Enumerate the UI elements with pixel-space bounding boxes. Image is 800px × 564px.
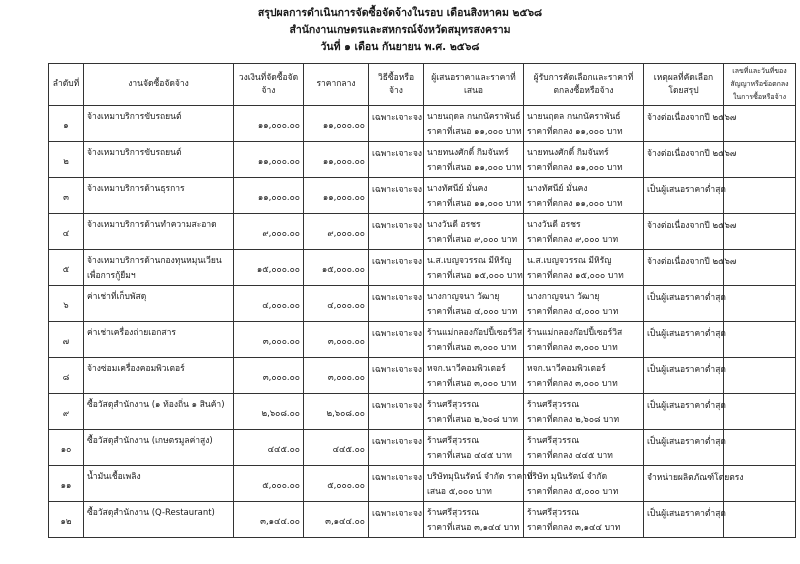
row-contract bbox=[724, 430, 796, 466]
col-header-reason: เหตุผลที่คัดเลือกโดยสรุป bbox=[644, 64, 724, 106]
col-header-median-price: ราคากลาง bbox=[304, 64, 369, 106]
row-item-line: ซื้อวัสดุสำนักงาน (๑ ท้องถิ่น ๑ สินค้า) bbox=[87, 400, 225, 410]
row-contract bbox=[724, 178, 796, 214]
row-method: เฉพาะเจาะจง bbox=[369, 106, 424, 142]
table-header-row bbox=[49, 64, 796, 106]
row-reason: เป็นผู้เสนอราคาต่ำสุด bbox=[644, 394, 724, 430]
row-contract bbox=[724, 322, 796, 358]
row-reason: จ้างต่อเนื่องจากปี ๒๕๖๗ bbox=[644, 250, 724, 286]
row-item bbox=[84, 502, 234, 538]
row-bidder-line: ราคาที่เสนอ ๔๔๕ บาท bbox=[427, 451, 512, 461]
row-budget: ๑๕,๐๐๐.๐๐ bbox=[234, 250, 304, 286]
col-header-budget: วงเงินที่จัดซื้อจัดจ้าง bbox=[234, 64, 304, 106]
row-bidder bbox=[424, 106, 524, 142]
row-contract bbox=[724, 502, 796, 538]
row-winner bbox=[524, 178, 644, 214]
row-method: เฉพาะเจาะจง bbox=[369, 286, 424, 322]
row-winner-line: ราคาที่ตกลง ๓,๐๐๐ บาท bbox=[527, 343, 618, 353]
row-bidder-line: ราคาที่เสนอ ๑๑,๐๐๐ บาท bbox=[427, 127, 522, 137]
row-bidder-line: นายทนงศักดิ์ กิมจันทร์ bbox=[427, 148, 509, 158]
row-winner bbox=[524, 142, 644, 178]
table-row bbox=[49, 358, 796, 394]
row-winner-line: นางทัศนีย์ มั่นคง bbox=[527, 184, 588, 194]
row-reason: เป็นผู้เสนอราคาต่ำสุด bbox=[644, 430, 724, 466]
row-number: ๑ bbox=[49, 106, 84, 142]
row-budget: ๕,๐๐๐.๐๐ bbox=[234, 466, 304, 502]
row-budget: ๑๑,๐๐๐.๐๐ bbox=[234, 142, 304, 178]
row-winner-line: ร้านศรีสุวรรณ bbox=[527, 508, 580, 518]
row-median-price: ๓,๐๐๐.๐๐ bbox=[304, 358, 369, 394]
row-budget: ๒,๖๐๘.๐๐ bbox=[234, 394, 304, 430]
row-winner-line: ราคาที่ตกลง ๔,๐๐๐ บาท bbox=[527, 307, 619, 317]
row-winner bbox=[524, 286, 644, 322]
row-median-price: ๕,๐๐๐.๐๐ bbox=[304, 466, 369, 502]
row-median-price: ๑๑,๐๐๐.๐๐ bbox=[304, 106, 369, 142]
table-row bbox=[49, 502, 796, 538]
row-winner-line: ร้านศรีสุวรรณ bbox=[527, 400, 580, 410]
row-winner-line: ราคาที่ตกลง ๓,๐๐๐ บาท bbox=[527, 379, 618, 389]
row-winner bbox=[524, 502, 644, 538]
row-item bbox=[84, 394, 234, 430]
row-winner-line: น.ส.เบญจวรรณ มีหิรัญ bbox=[527, 256, 612, 266]
row-median-price: ๑๑,๐๐๐.๐๐ bbox=[304, 178, 369, 214]
row-bidder-line: ร้านศรีสุวรรณ bbox=[427, 436, 480, 446]
row-winner bbox=[524, 322, 644, 358]
row-bidder-line: ราคาที่เสนอ ๑๑,๐๐๐ บาท bbox=[427, 163, 522, 173]
row-budget: ๓,๑๔๔.๐๐ bbox=[234, 502, 304, 538]
row-bidder-line: ราคาที่เสนอ ๓,๐๐๐ บาท bbox=[427, 379, 517, 389]
row-median-price: ๑๑,๐๐๐.๐๐ bbox=[304, 142, 369, 178]
row-winner-line: ร้านแม่กลองก๊อปปี้เซอร์วิส bbox=[527, 328, 623, 338]
row-bidder bbox=[424, 502, 524, 538]
row-bidder bbox=[424, 394, 524, 430]
row-bidder-line: น.ส.เบญจวรรณ มีหิรัญ bbox=[427, 256, 512, 266]
row-winner bbox=[524, 466, 644, 502]
row-winner bbox=[524, 214, 644, 250]
row-bidder-line: ร้านแม่กลองก๊อปปี้เซอร์วิส bbox=[427, 328, 523, 338]
table-row bbox=[49, 106, 796, 142]
row-median-price: ๒,๖๐๘.๐๐ bbox=[304, 394, 369, 430]
row-item bbox=[84, 214, 234, 250]
report-date: วันที่ ๑ เดือน กันยายน พ.ศ. ๒๕๖๘ bbox=[320, 41, 480, 53]
row-method: เฉพาะเจาะจง bbox=[369, 358, 424, 394]
row-bidder bbox=[424, 358, 524, 394]
row-number: ๑๒ bbox=[49, 502, 84, 538]
row-winner bbox=[524, 250, 644, 286]
row-number: ๕ bbox=[49, 250, 84, 286]
row-winner-line: ราคาที่ตกลง ๔๔๕ บาท bbox=[527, 451, 613, 461]
row-reason: จ้างต่อเนื่องจากปี ๒๕๖๗ bbox=[644, 106, 724, 142]
row-item bbox=[84, 106, 234, 142]
row-winner-line: ราคาที่ตกลง ๙,๐๐๐ บาท bbox=[527, 235, 619, 245]
table-row bbox=[49, 394, 796, 430]
row-budget: ๑๑,๐๐๐.๐๐ bbox=[234, 178, 304, 214]
report-title: สรุปผลการดำเนินการจัดซื้อจัดจ้างในรอบ เดือนสิงหาคม ๒๕๖๘ bbox=[257, 7, 543, 19]
procurement-table bbox=[48, 63, 796, 538]
row-item-line: ซื้อวัสดุสำนักงาน (Q-Restaurant) bbox=[87, 508, 215, 518]
row-bidder-line: ราคาที่เสนอ ๑๑,๐๐๐ บาท bbox=[427, 199, 522, 209]
row-reason: เป็นผู้เสนอราคาต่ำสุด bbox=[644, 178, 724, 214]
row-number: ๑๐ bbox=[49, 430, 84, 466]
row-item bbox=[84, 250, 234, 286]
row-item-line: ค่าเช่าที่เก็บพัสดุ bbox=[87, 292, 147, 302]
row-median-price: ๔๔๕.๐๐ bbox=[304, 430, 369, 466]
row-bidder-line: ราคาที่เสนอ ๓,๐๐๐ บาท bbox=[427, 343, 517, 353]
row-bidder-line: ราคาที่เสนอ ๒,๖๐๘ บาท bbox=[427, 415, 519, 425]
row-winner bbox=[524, 106, 644, 142]
row-winner-line: ราคาที่ตกลง ๑๕,๐๐๐ บาท bbox=[527, 271, 624, 281]
row-winner-line: บริษัท มุนินรัตน์ จำกัด bbox=[527, 472, 608, 482]
row-bidder bbox=[424, 286, 524, 322]
row-bidder-line: บริษัทมุนินรัตน์ จำกัด ราคาที่ bbox=[427, 472, 533, 482]
row-bidder-line: เสนอ ๕,๐๐๐ บาท bbox=[427, 487, 492, 497]
row-bidder-line: นางกาญจนา วัฒายุ bbox=[427, 292, 500, 302]
row-number: ๖ bbox=[49, 286, 84, 322]
row-winner-line: ราคาที่ตกลง ๑๑,๐๐๐ บาท bbox=[527, 127, 623, 137]
row-number: ๔ bbox=[49, 214, 84, 250]
row-contract bbox=[724, 358, 796, 394]
row-contract bbox=[724, 142, 796, 178]
row-bidder bbox=[424, 430, 524, 466]
row-budget: ๔๔๕.๐๐ bbox=[234, 430, 304, 466]
row-method: เฉพาะเจาะจง bbox=[369, 322, 424, 358]
row-median-price: ๓,๑๔๔.๐๐ bbox=[304, 502, 369, 538]
row-method: เฉพาะเจาะจง bbox=[369, 142, 424, 178]
row-reason: เป็นผู้เสนอราคาต่ำสุด bbox=[644, 322, 724, 358]
row-winner-line: นางวันดี อรชร bbox=[527, 220, 581, 230]
row-winner-line: นายทนงศักดิ์ กิมจันทร์ bbox=[527, 148, 609, 158]
row-item-line: จ้างเหมาบริการด้านทำความสะอาด bbox=[87, 220, 217, 230]
row-bidder-line: นางทัศนีย์ มั่นคง bbox=[427, 184, 488, 194]
row-reason: เป็นผู้เสนอราคาต่ำสุด bbox=[644, 286, 724, 322]
row-item-line: จ้างเหมาบริการขับรถยนต์ bbox=[87, 148, 182, 158]
row-winner bbox=[524, 394, 644, 430]
row-reason: จ้างต่อเนื่องจากปี ๒๕๖๗ bbox=[644, 142, 724, 178]
table-row bbox=[49, 214, 796, 250]
row-contract bbox=[724, 286, 796, 322]
row-item-line: จ้างซ่อมเครื่องคอมพิวเตอร์ bbox=[87, 364, 185, 374]
row-winner-line: ร้านศรีสุวรรณ bbox=[527, 436, 580, 446]
row-item-line: เพื่อการกู้ยืมฯ bbox=[87, 271, 136, 281]
row-contract bbox=[724, 214, 796, 250]
row-budget: ๙,๐๐๐.๐๐ bbox=[234, 214, 304, 250]
table-row bbox=[49, 286, 796, 322]
row-number: ๘ bbox=[49, 358, 84, 394]
row-item bbox=[84, 466, 234, 502]
row-method: เฉพาะเจาะจง bbox=[369, 250, 424, 286]
row-number: ๑๑ bbox=[49, 466, 84, 502]
row-bidder-line: ร้านศรีสุวรรณ bbox=[427, 400, 480, 410]
row-number: ๗ bbox=[49, 322, 84, 358]
row-winner bbox=[524, 430, 644, 466]
row-contract bbox=[724, 394, 796, 430]
row-budget: ๑๑,๐๐๐.๐๐ bbox=[234, 106, 304, 142]
row-number: ๙ bbox=[49, 394, 84, 430]
row-bidder-line: นายนฤดล กนกนัคราพันธ์ bbox=[427, 112, 521, 122]
col-header-no: ลำดับที่ bbox=[49, 64, 84, 106]
row-bidder-line: ราคาที่เสนอ ๔,๐๐๐ บาท bbox=[427, 307, 518, 317]
row-item bbox=[84, 286, 234, 322]
table-row bbox=[49, 142, 796, 178]
row-reason: จ้างต่อเนื่องจากปี ๒๕๖๗ bbox=[644, 214, 724, 250]
row-item-line: จ้างเหมาบริการด้านกองทุนหมุนเวียน bbox=[87, 256, 222, 266]
row-winner-line: นางกาญจนา วัฒายุ bbox=[527, 292, 600, 302]
row-bidder-line: ราคาที่เสนอ ๓,๑๔๔ บาท bbox=[427, 523, 520, 533]
row-item-line: จ้างเหมาบริการขับรถยนต์ bbox=[87, 112, 182, 122]
row-method: เฉพาะเจาะจง bbox=[369, 178, 424, 214]
row-median-price: ๔,๐๐๐.๐๐ bbox=[304, 286, 369, 322]
table-row bbox=[49, 466, 796, 502]
row-item bbox=[84, 430, 234, 466]
row-contract bbox=[724, 250, 796, 286]
row-bidder bbox=[424, 178, 524, 214]
col-header-item: งานจัดซื้อจัดจ้าง bbox=[84, 64, 234, 106]
row-method: เฉพาะเจาะจง bbox=[369, 214, 424, 250]
row-bidder bbox=[424, 322, 524, 358]
row-method: เฉพาะเจาะจง bbox=[369, 466, 424, 502]
row-item-line: ค่าเช่าเครื่องถ่ายเอกสาร bbox=[87, 328, 176, 338]
row-reason: จำหน่ายผลิตภัณฑ์โดยตรง bbox=[644, 466, 724, 502]
table-row bbox=[49, 250, 796, 286]
row-winner-line: นายนฤดล กนกนัคราพันธ์ bbox=[527, 112, 621, 122]
row-method: เฉพาะเจาะจง bbox=[369, 394, 424, 430]
row-item bbox=[84, 322, 234, 358]
row-item bbox=[84, 178, 234, 214]
col-header-method: วิธีซื้อหรือจ้าง bbox=[369, 64, 424, 106]
row-item-line: จ้างเหมาบริการด้านธุรการ bbox=[87, 184, 185, 194]
row-bidder bbox=[424, 466, 533, 502]
row-reason: เป็นผู้เสนอราคาต่ำสุด bbox=[644, 502, 724, 538]
row-bidder bbox=[424, 250, 524, 286]
row-contract bbox=[724, 106, 796, 142]
row-winner bbox=[524, 358, 644, 394]
row-item bbox=[84, 358, 234, 394]
row-number: ๒ bbox=[49, 142, 84, 178]
row-winner-line: หจก.นาวีคอมพิวเตอร์ bbox=[527, 364, 606, 374]
row-bidder-line: ราคาที่เสนอ ๑๕,๐๐๐ บาท bbox=[427, 271, 523, 281]
col-header-contract: เลขที่และวันที่ของสัญญาหรือข้อตกลงในการซื้อหรือจ้าง bbox=[724, 64, 796, 106]
table-row bbox=[49, 430, 796, 466]
row-winner-line: ราคาที่ตกลง ๓,๑๔๔ บาท bbox=[527, 523, 621, 533]
col-header-bidder: ผู้เสนอราคาและราคาที่เสนอ bbox=[424, 64, 524, 106]
row-item bbox=[84, 142, 234, 178]
table-row bbox=[49, 322, 796, 358]
row-winner-line: ราคาที่ตกลง ๕,๐๐๐ บาท bbox=[527, 487, 619, 497]
row-budget: ๔,๐๐๐.๐๐ bbox=[234, 286, 304, 322]
row-bidder bbox=[424, 214, 524, 250]
table-row bbox=[49, 178, 796, 214]
agency-name: สำนักงานเกษตรและสหกรณ์จังหวัดสมุทรสงคราม bbox=[289, 24, 511, 36]
row-winner-line: ราคาที่ตกลง ๒,๖๐๘ บาท bbox=[527, 415, 620, 425]
col-header-winner: ผู้รับการคัดเลือกและราคาที่ตกลงซื้อหรือจ้าง bbox=[524, 64, 644, 106]
row-median-price: ๑๕,๐๐๐.๐๐ bbox=[304, 250, 369, 286]
row-winner-line: ราคาที่ตกลง ๑๑,๐๐๐ บาท bbox=[527, 199, 623, 209]
row-bidder-line: นางวันดี อรชร bbox=[427, 220, 481, 230]
row-median-price: ๙,๐๐๐.๐๐ bbox=[304, 214, 369, 250]
row-median-price: ๓,๐๐๐.๐๐ bbox=[304, 322, 369, 358]
row-item-line: น้ำมันเชื้อเพลิง bbox=[87, 472, 141, 482]
row-winner-line: ราคาที่ตกลง ๑๑,๐๐๐ บาท bbox=[527, 163, 623, 173]
row-budget: ๓,๐๐๐.๐๐ bbox=[234, 358, 304, 394]
row-contract bbox=[724, 466, 796, 502]
row-bidder-line: ร้านศรีสุวรรณ bbox=[427, 508, 480, 518]
row-reason: เป็นผู้เสนอราคาต่ำสุด bbox=[644, 358, 724, 394]
row-method: เฉพาะเจาะจง bbox=[369, 502, 424, 538]
row-item-line: ซื้อวัสดุสำนักงาน (เกษตรมูลค่าสูง) bbox=[87, 436, 213, 446]
row-budget: ๓,๐๐๐.๐๐ bbox=[234, 322, 304, 358]
row-method: เฉพาะเจาะจง bbox=[369, 430, 424, 466]
row-number: ๓ bbox=[49, 178, 84, 214]
row-bidder-line: หจก.นาวีคอมพิวเตอร์ bbox=[427, 364, 506, 374]
row-bidder bbox=[424, 142, 524, 178]
row-bidder-line: ราคาที่เสนอ ๙,๐๐๐ บาท bbox=[427, 235, 518, 245]
